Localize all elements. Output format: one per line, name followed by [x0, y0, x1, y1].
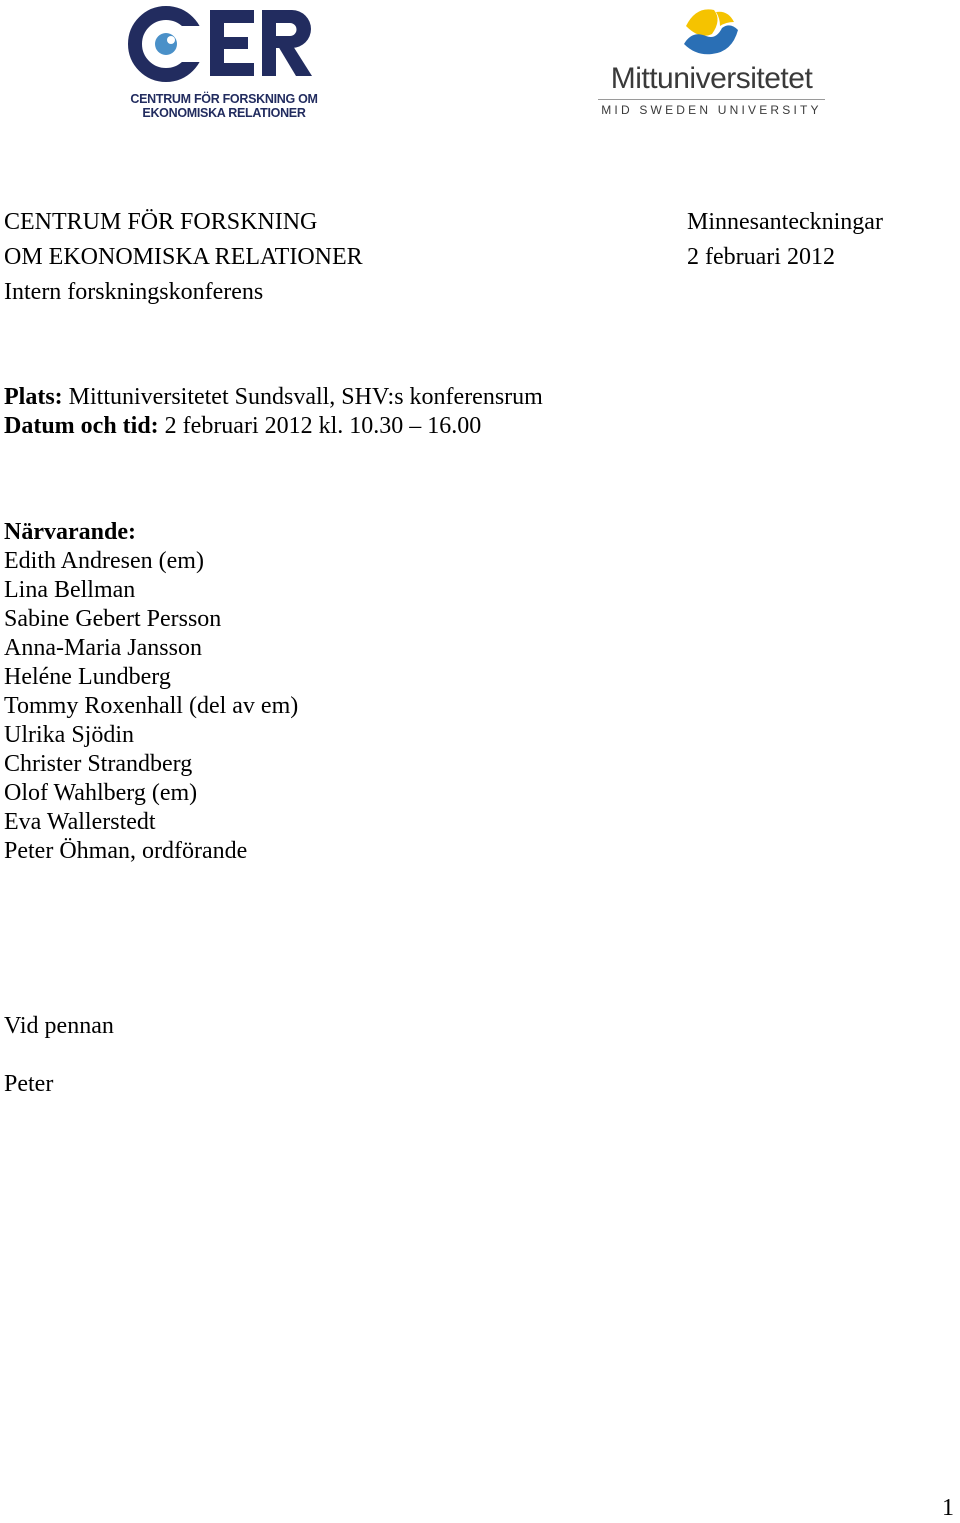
attendees-heading: Närvarande:	[4, 519, 136, 545]
datetime-value: 2 februari 2012 kl. 10.30 – 16.00	[158, 413, 482, 439]
header-event: Intern forskningskonferens	[4, 279, 264, 305]
datetime-label: Datum och tid:	[4, 413, 159, 439]
signoff: Vid pennan	[4, 1013, 114, 1039]
header-org-line2: OM EKONOMISKA RELATIONER	[4, 244, 363, 270]
page-number: 1	[942, 1495, 954, 1521]
attendee-item: Ulrika Sjödin	[4, 722, 134, 748]
cer-wordmark-graphic	[128, 6, 320, 92]
attendee-item: Olof Wahlberg (em)	[4, 780, 198, 806]
miun-name: Mittuniversitetet	[610, 62, 813, 95]
signer: Peter	[4, 1071, 54, 1097]
cer-logo	[128, 6, 320, 122]
miun-divider	[598, 99, 825, 100]
place-value: Mittuniversitetet Sundsvall, SHV:s konferensrum	[62, 384, 543, 410]
attendee-item: Edith Andresen (em)	[4, 548, 204, 574]
cer-subtitle-line1: CENTRUM FÖR FORSKNING OM	[130, 92, 318, 106]
header-org-line1: CENTRUM FÖR FORSKNING	[4, 209, 318, 235]
miun-logo	[594, 4, 829, 120]
attendee-item: Sabine Gebert Persson	[4, 606, 222, 632]
place-line	[4, 383, 543, 412]
miun-subtitle: MID SWEDEN UNIVERSITY	[601, 103, 822, 117]
datetime-line	[4, 412, 481, 441]
place-label: Plats:	[4, 384, 63, 410]
attendee-item: Anna-Maria Jansson	[4, 635, 202, 661]
header-doc-type: Minnesanteckningar	[687, 209, 883, 235]
attendee-item: Eva Wallerstedt	[4, 809, 156, 835]
attendee-item: Tommy Roxenhall (del av em)	[4, 693, 299, 719]
attendee-item: Christer Strandberg	[4, 751, 193, 777]
header-doc-date: 2 februari 2012	[687, 244, 835, 270]
attendee-item: Heléne Lundberg	[4, 664, 171, 690]
attendee-item: Lina Bellman	[4, 577, 136, 603]
attendee-item: Peter Öhman, ordförande	[4, 838, 248, 864]
cer-subtitle-line2: EKONOMISKA RELATIONER	[142, 106, 306, 120]
miun-emblem-icon	[682, 4, 742, 62]
